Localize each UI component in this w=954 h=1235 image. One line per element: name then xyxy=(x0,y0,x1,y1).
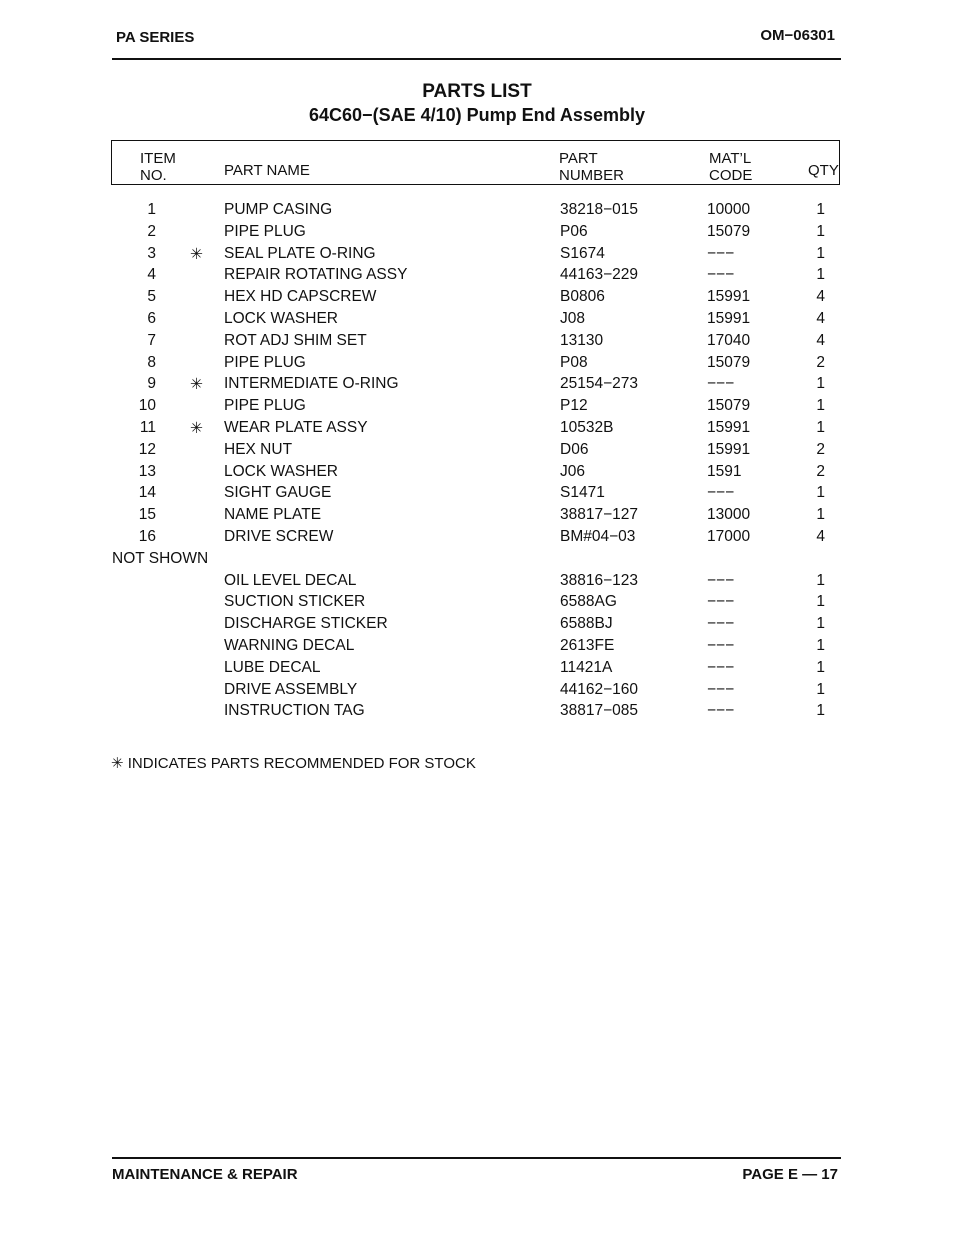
material-code: −−− xyxy=(707,658,735,676)
quantity: 1 xyxy=(816,702,825,720)
part-name: LUBE DECAL xyxy=(224,658,321,676)
material-code: 15079 xyxy=(707,222,751,240)
quantity: 1 xyxy=(816,593,825,611)
part-number: P06 xyxy=(560,222,588,240)
item-number: 5 xyxy=(147,288,156,306)
quantity: 1 xyxy=(816,615,825,633)
series-label: PA SERIES xyxy=(116,29,195,46)
quantity: 2 xyxy=(816,440,825,458)
quantity: 4 xyxy=(816,331,825,349)
part-name: INSTRUCTION TAG xyxy=(224,702,365,720)
col-part-name: PART NAME xyxy=(224,162,310,179)
part-name: NAME PLATE xyxy=(224,506,322,524)
material-code: 17000 xyxy=(707,528,751,545)
material-code: 15991 xyxy=(707,440,751,458)
table-row xyxy=(0,572,954,594)
stock-marker: ✳ xyxy=(190,245,203,263)
table-row xyxy=(0,375,954,397)
quantity: 1 xyxy=(816,201,825,218)
section-label: MAINTENANCE & REPAIR xyxy=(112,1166,298,1183)
material-code: −−− xyxy=(707,593,735,611)
table-row xyxy=(0,593,954,615)
table-row xyxy=(0,310,954,332)
col-material-code xyxy=(709,150,752,184)
table-row xyxy=(0,463,954,485)
material-code: −−− xyxy=(707,375,735,393)
part-number: 13130 xyxy=(560,331,604,349)
table-row xyxy=(0,201,954,223)
material-code: −−− xyxy=(707,244,735,262)
material-code: 1591 xyxy=(707,462,742,480)
material-code: −−− xyxy=(707,571,735,589)
part-number: S1674 xyxy=(560,244,605,262)
quantity: 1 xyxy=(816,484,825,502)
part-number: 25154−273 xyxy=(560,375,639,393)
part-name: SUCTION STICKER xyxy=(224,593,366,611)
part-number: B0806 xyxy=(560,288,605,306)
table-row xyxy=(0,354,954,376)
item-number: 8 xyxy=(147,353,156,371)
stock-marker: ✳ xyxy=(190,420,203,437)
table-row xyxy=(0,441,954,463)
table-row xyxy=(0,506,954,528)
quantity: 1 xyxy=(816,266,825,284)
material-code: −−− xyxy=(707,702,735,720)
table-row xyxy=(0,223,954,245)
part-number: 38817−085 xyxy=(560,702,639,720)
part-number: 6588BJ xyxy=(560,615,613,633)
item-number: 14 xyxy=(138,484,156,502)
part-number: 38816−123 xyxy=(560,571,639,589)
table-row xyxy=(0,528,954,550)
table-row xyxy=(0,288,954,310)
col-item-no xyxy=(140,150,176,184)
material-code: −−− xyxy=(707,615,735,633)
material-code: 10000 xyxy=(707,201,751,218)
part-number: BM#04−03 xyxy=(560,528,636,545)
table-row xyxy=(0,266,954,288)
item-number: 4 xyxy=(147,266,156,284)
part-number: S1471 xyxy=(560,484,605,502)
col-item-line2: NO. xyxy=(140,167,167,184)
part-name: DRIVE ASSEMBLY xyxy=(224,680,358,698)
table-row xyxy=(0,245,954,267)
part-name: PIPE PLUG xyxy=(224,222,306,240)
part-number: J06 xyxy=(560,462,585,480)
part-number: 44163−229 xyxy=(560,266,639,284)
material-code: 15991 xyxy=(707,310,751,327)
material-code: −−− xyxy=(707,680,735,698)
part-number: P08 xyxy=(560,353,588,371)
footer-rule xyxy=(112,1157,841,1159)
material-code: 13000 xyxy=(707,506,751,524)
material-code: −−− xyxy=(707,484,735,502)
quantity: 1 xyxy=(816,680,825,698)
part-number: 2613FE xyxy=(560,637,615,654)
stock-marker: ✳ xyxy=(190,376,203,394)
quantity: 1 xyxy=(816,397,825,415)
material-code: −−− xyxy=(707,266,735,284)
quantity: 4 xyxy=(816,310,825,327)
item-number: 12 xyxy=(138,440,156,458)
column-header-box xyxy=(111,140,840,185)
quantity: 2 xyxy=(816,462,825,480)
part-number: D06 xyxy=(560,440,589,458)
part-name: PIPE PLUG xyxy=(224,397,306,415)
col-mat-line2: CODE xyxy=(709,167,753,184)
col-part-number xyxy=(559,150,624,184)
table-row xyxy=(0,681,954,703)
item-number: 16 xyxy=(138,528,156,545)
document-number: OM−06301 xyxy=(760,27,835,44)
table-row xyxy=(0,637,954,659)
col-item-line1: ITEM xyxy=(140,150,176,167)
table-row xyxy=(0,419,954,441)
quantity: 1 xyxy=(816,419,825,436)
quantity: 4 xyxy=(816,288,825,306)
item-number: 3 xyxy=(147,244,156,262)
quantity: 1 xyxy=(816,244,825,262)
quantity: 1 xyxy=(816,658,825,676)
part-name: HEX NUT xyxy=(224,440,293,458)
col-part-line1: PART xyxy=(559,150,598,167)
part-number: 38218−015 xyxy=(560,201,639,218)
item-number: 10 xyxy=(138,397,156,415)
col-qty: QTY xyxy=(808,162,839,179)
quantity: 4 xyxy=(816,528,825,545)
part-name: PIPE PLUG xyxy=(224,353,306,371)
header-rule xyxy=(112,58,841,60)
part-name: OIL LEVEL DECAL xyxy=(224,571,357,589)
material-code: 15079 xyxy=(707,353,751,371)
part-name: HEX HD CAPSCREW xyxy=(224,288,377,306)
item-number: 13 xyxy=(138,462,156,480)
part-name: INTERMEDIATE O-RING xyxy=(224,375,399,393)
col-mat-line1: MAT’L xyxy=(709,150,752,167)
part-name: REPAIR ROTATING ASSY xyxy=(224,266,408,284)
part-name: PUMP CASING xyxy=(224,201,333,218)
part-name: DRIVE SCREW xyxy=(224,528,334,545)
item-number: 15 xyxy=(138,506,156,524)
item-number: 6 xyxy=(147,310,156,327)
material-code: 17040 xyxy=(707,331,751,349)
assembly-title: 64C60−(SAE 4/10) Pump End Assembly xyxy=(309,105,645,125)
quantity: 1 xyxy=(816,637,825,654)
part-name: ROT ADJ SHIM SET xyxy=(224,331,367,349)
item-number: 1 xyxy=(147,201,156,218)
table-row xyxy=(0,484,954,506)
part-number: P12 xyxy=(560,397,588,415)
col-part-line2: NUMBER xyxy=(559,167,625,184)
quantity: 1 xyxy=(816,375,825,393)
part-number: 44162−160 xyxy=(560,680,639,698)
quantity: 1 xyxy=(816,222,825,240)
item-number: 7 xyxy=(147,331,156,349)
part-name: LOCK WASHER xyxy=(224,310,338,327)
page-number: PAGE E — 17 xyxy=(742,1166,838,1183)
table-row xyxy=(0,615,954,637)
material-code: 15079 xyxy=(707,397,751,415)
part-name: LOCK WASHER xyxy=(224,462,338,480)
item-number: 9 xyxy=(147,375,156,393)
part-number: 10532B xyxy=(560,419,614,436)
material-code: −−− xyxy=(707,637,735,654)
part-number: 38817−127 xyxy=(560,506,639,524)
part-name: WEAR PLATE ASSY xyxy=(224,419,368,436)
item-number: 2 xyxy=(147,222,156,240)
part-name: SEAL PLATE O-RING xyxy=(224,244,376,262)
table-row xyxy=(0,702,954,724)
not-shown-label: NOT SHOWN xyxy=(112,549,209,567)
material-code: 15991 xyxy=(707,419,751,436)
part-name: WARNING DECAL xyxy=(224,637,355,654)
table-row xyxy=(0,332,954,354)
part-name: DISCHARGE STICKER xyxy=(224,615,388,633)
part-number: 6588AG xyxy=(560,593,617,611)
part-name: SIGHT GAUGE xyxy=(224,484,332,502)
quantity: 1 xyxy=(816,506,825,524)
part-number: J08 xyxy=(560,310,585,327)
quantity: 2 xyxy=(816,353,825,371)
table-row xyxy=(0,659,954,681)
item-number: 11 xyxy=(139,419,156,436)
quantity: 1 xyxy=(816,571,825,589)
material-code: 15991 xyxy=(707,288,751,306)
part-number: 11421A xyxy=(560,658,613,676)
page-title: PARTS LIST xyxy=(422,81,532,102)
stock-footnote: ✳ INDICATES PARTS RECOMMENDED FOR STOCK xyxy=(111,755,476,772)
table-row xyxy=(0,397,954,419)
